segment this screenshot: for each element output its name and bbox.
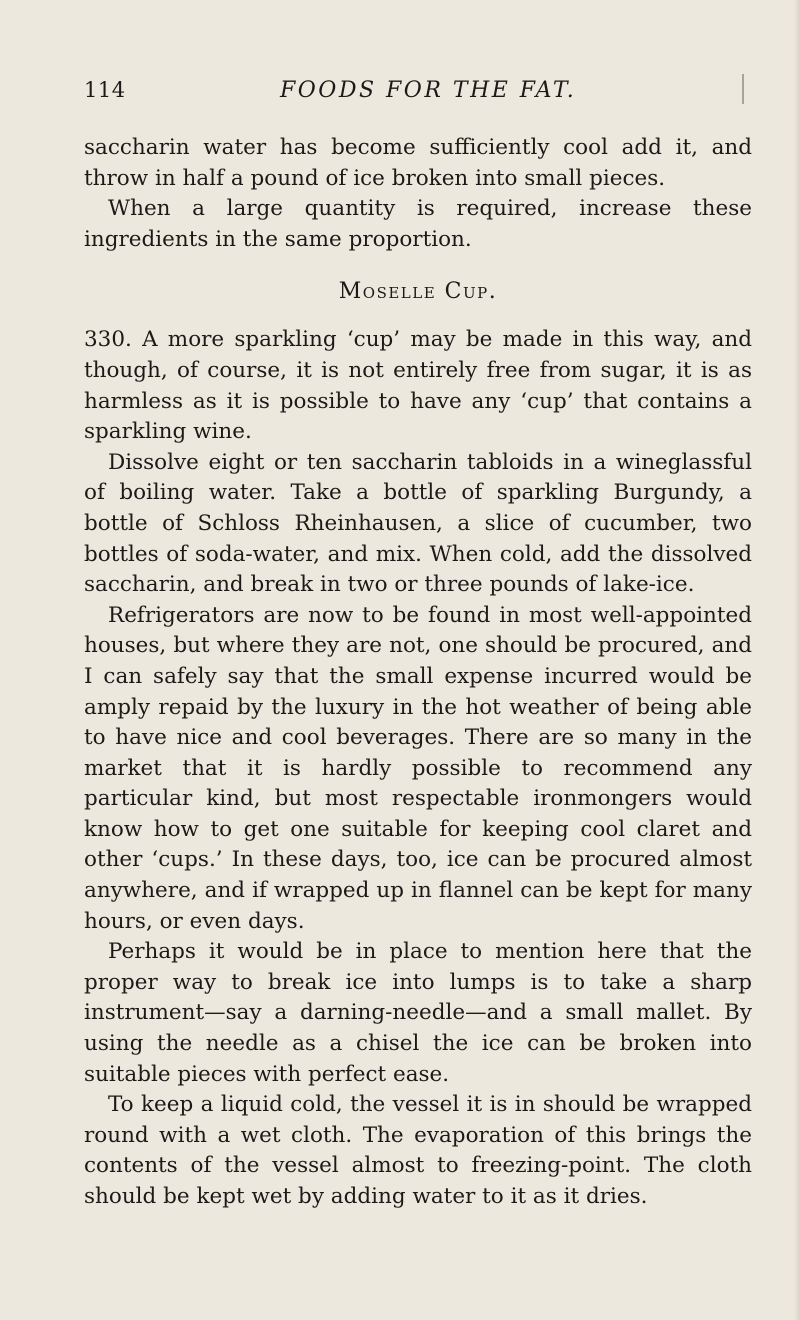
paragraph: Refrigerators are now to be found in most well-appointed houses, but where they are not, one should be procured, and I can safely say that the small expense incurred would be amply repaid by the luxury in the hot weather of being able to have nice and cool beverages. There are so many in the market that it is hardly possible to recommend any particular kind, but most respectable ironmongers would know how to get one suitable for keeping cool claret and other ‘cups.’ In these days, too, ice can be procured almost anywhere, and if wrapped up in flannel can be kept for many hours, or even days. [84, 602, 752, 934]
paragraph: To keep a liquid cold, the vessel it is in should be wrapped round with a wet cloth. The evaporation of this brings the contents of the vessel almost to freezing-point. The cloth should be kept wet by adding water to it as it dries. [84, 1092, 752, 1209]
section-heading: Moselle Cup. [338, 279, 498, 305]
margin-mark [742, 74, 744, 104]
page-header [84, 78, 750, 112]
paragraph-continued: saccharin water has become sufficiently cool add it, and throw in half a pound of ice broken into small pieces. [84, 135, 752, 191]
body-text [84, 133, 752, 1213]
paragraph: Perhaps it would be in place to mention here that the proper way to break ice into lumps is to take a sharp instrument—say a darning-needle—and a small mallet. By using the needle as a chisel the ice can be broken into suitable pieces with perfect ease. [84, 939, 752, 1087]
paragraph: When a large quantity is required, increase these ingredients in the same proportion. [84, 196, 752, 252]
page-edge-shadow [794, 0, 800, 1320]
running-head: FOODS FOR THE FAT. [280, 78, 577, 103]
page-number: 114 [84, 78, 126, 102]
recipe-paragraph-330: 330. A more sparkling ‘cup’ may be made in this way, and though, of course, it is not entirely free from sugar, it is as harmless as it is possible to have any ‘cup’ that contains a sparkling wine. [84, 327, 752, 445]
paragraph: Dissolve eight or ten saccharin tabloids in a wineglassful of boiling water. Take a bottle of sparkling Burgundy, a bottle of Schloss Rheinhausen, a slice of cucumber, two bottles of soda-water, and mix. When cold, add the dissolved saccharin, and break in two or three pounds of lake-ice. [84, 449, 752, 598]
